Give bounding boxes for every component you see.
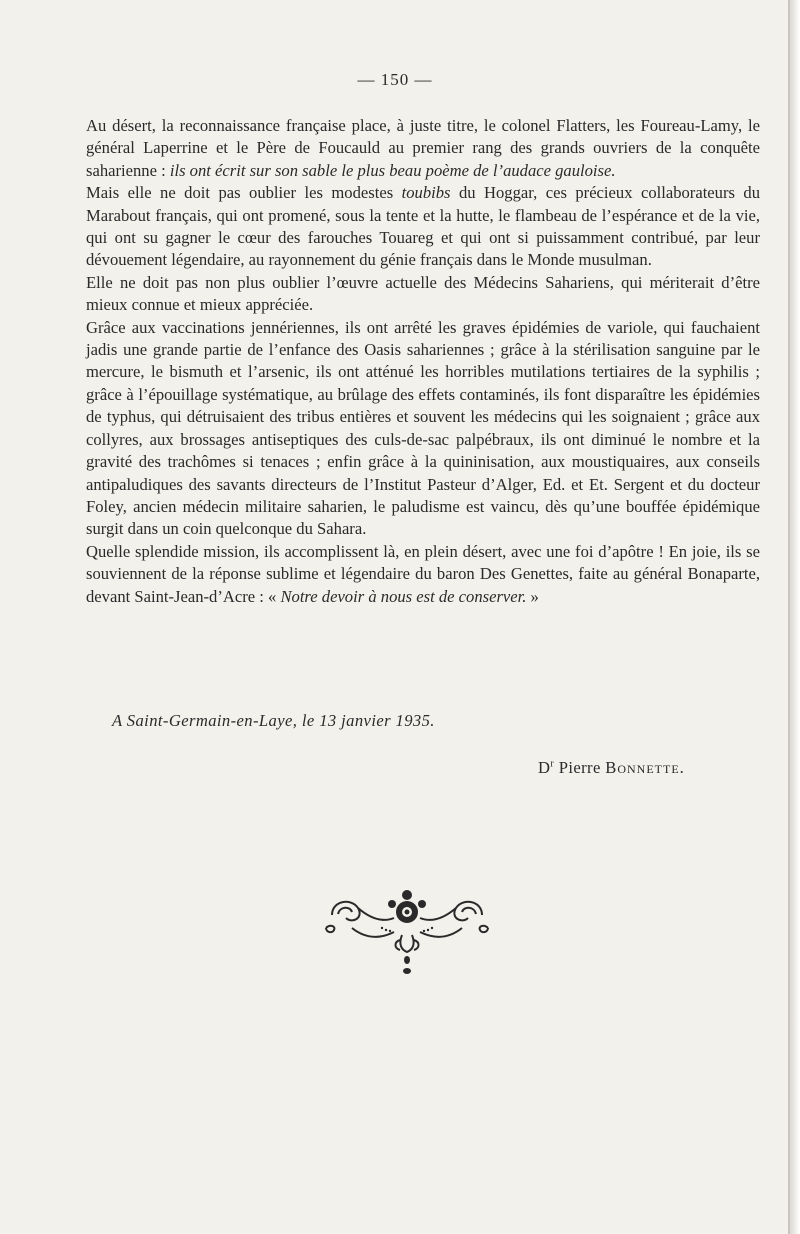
text-segment: Elle ne doit pas non plus oublier l’œuvre actuelle des Médecins Sahariens, qui mériterait d’être mieux connue et mieux appréciée. (86, 272, 760, 315)
signature-prefix-sup: r (550, 758, 555, 770)
italic-text: Notre devoir à nous est de conserver. (280, 586, 527, 606)
dateline: A Saint-Germain-en-Laye, le 13 janvier 1935. (112, 711, 435, 730)
text-segment: Mais elle ne doit pas oublier les modestes (86, 183, 402, 203)
text-segment: Quelle splendide mission, ils accomplissent là, en plein désert, avec une foi d’apôtre ! En joie, ils se souviennent de la réponse sublime et légendaire du baron Des Genettes, faite au général Bonaparte, devant Saint-Jean-d’Acre : « (86, 541, 760, 606)
signature-prefix: D (538, 758, 551, 777)
page-number: — 150 — (357, 70, 433, 89)
paragraph (86, 541, 760, 608)
paragraph (86, 182, 760, 272)
signature-first-name: Pierre (558, 758, 601, 777)
signature (538, 758, 768, 778)
paragraph (86, 115, 760, 182)
text-segment: Grâce aux vaccinations jennériennes, ils ont arrêté les graves épidémies de variole, qui fauchaient jadis une grande partie de l’enfance des Oasis sahariennes ; grâce à la stérilisation sanguine par le mercure, le bismuth et l’arsenic, ils ont atténué les horribles mutilations tertiaires de la syphilis ; grâce à l’épouillage systématique, au brûlage des effets contaminés, ils font disparaître les épidémies de typhus, qui détruisaient des tribus entières et souvent les médecins qui les soignaient ; grâce aux collyres, aux brossages antiseptiques des culs-de-sac palpébraux, ils ont diminué le nombre et la gravité des trachômes si tenaces ; enfin grâce à la quininisation, aux moustiquaires, aux conseils antipaludiques des savants directeurs de l’Institut Pasteur d’Alger, Ed. et Et. Sergent et du docteur Foley, ancien médecin militaire saharien, le paludisme est vaincu, dès qu’une bouffée épidémique surgit dans un coin quelconque du Sahara. (86, 317, 760, 539)
text-segment: du Hoggar, ces précieux collaborateurs du Marabout français, qui ont promené, sous la tente et la hutte, le flambeau de l’espérance et de la vie, qui ont su gagner le cœur des farouches Touareg et qui ont si puissamment contribué, par leur dévouement légendaire, au rayonnement du génie français dans le Monde musulman. (86, 183, 760, 270)
signature-last-name: Bonnette. (605, 758, 685, 777)
italic-text: toubibs (401, 183, 451, 203)
floral-tailpiece-ornament-icon (322, 880, 492, 975)
italic-text: ils ont écrit sur son sable le plus beau poème de l’audace gauloise. (169, 160, 616, 180)
text-segment: Au désert, la reconnaissance française place, à juste titre, le colonel Flatters, les Foureau-Lamy, le général Laperrine et le Père de Foucauld au premier rang des grands ouvriers de la conquête saharienne : (86, 116, 760, 180)
page-edge (790, 0, 800, 1234)
paragraph (86, 317, 760, 541)
article-body (86, 115, 760, 608)
paragraph (86, 272, 760, 317)
text-segment: » (526, 586, 539, 606)
